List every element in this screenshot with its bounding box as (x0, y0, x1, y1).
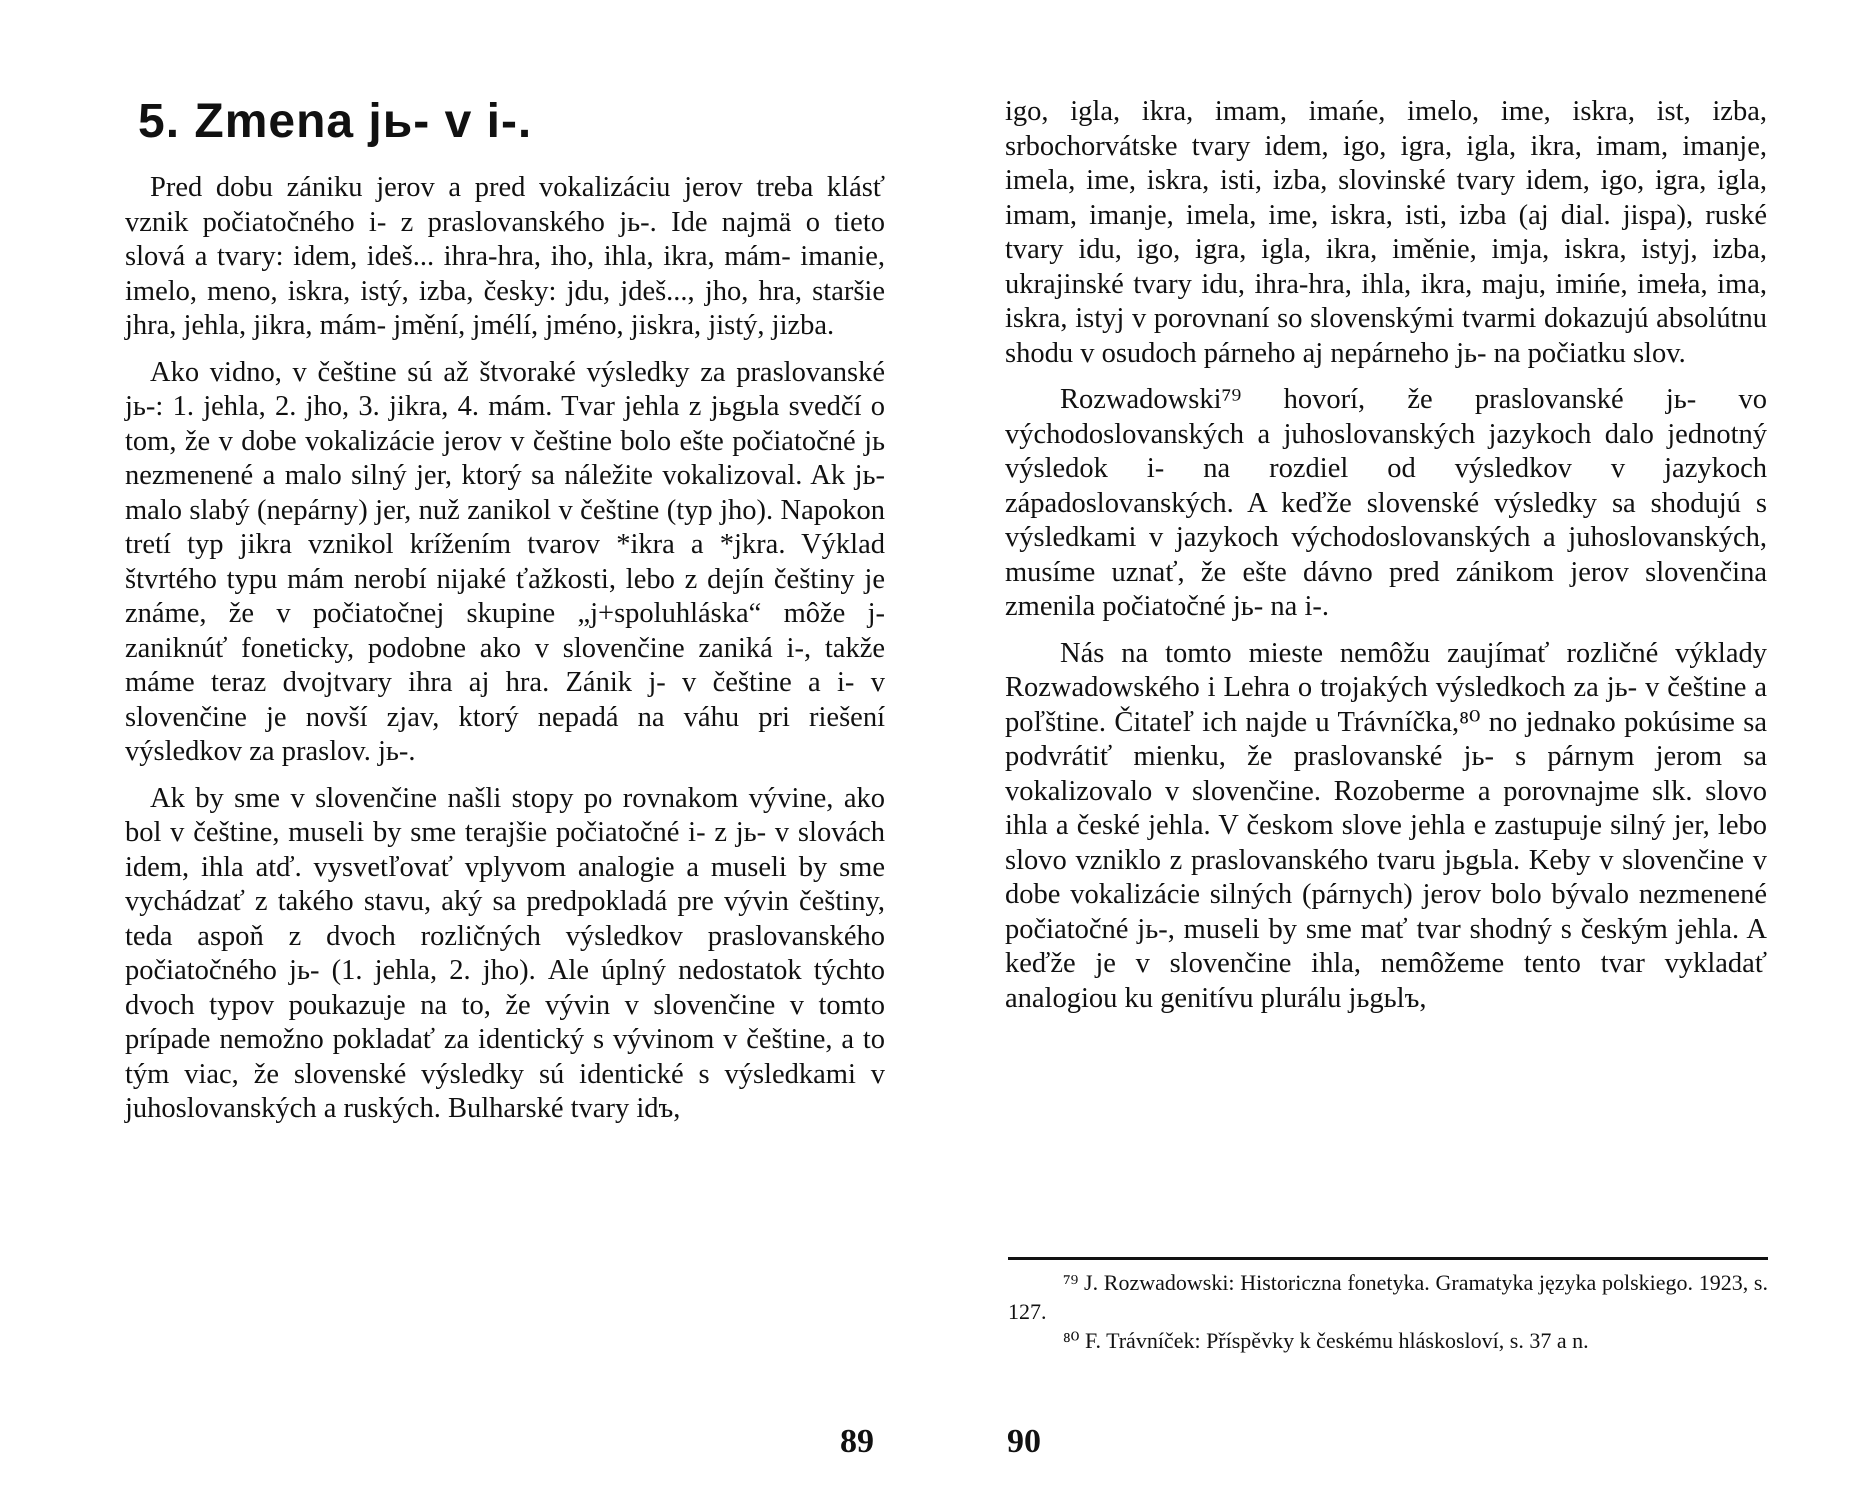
chapter-title: 5. Zmena jь- v i-. (138, 95, 533, 148)
paragraph: Pred dobu zániku jerov a pred vokalizáciu jerov treba klásť vznik počiatočného i- z praslovanského jь-. Ide najmä o tieto slová a tvary: idem, ideš... ihra-hra, iho, ihla, ikra, mám- imanie, imelo, meno, iskra, istý, izba, česky: jdu, jdeš..., jho, hra, staršie jhra, jehla, jikra, mám- jmění, jmélí, jméno, jiskra, jistý, jizba. (125, 172, 885, 341)
footnotes (1008, 1268, 1768, 1355)
footnote: ⁷⁹ J. Rozwadowski: Historiczna fonetyka. Gramatyka języka polskiego. 1923, s. 127. (1008, 1270, 1768, 1324)
paragraph: Nás na tomto mieste nemôžu zaujímať rozličné výklady Rozwadowského i Lehra o trojakých výsledkoch za jь- v češtine a poľštine. Čitateľ ich najde u Trávníčka,⁸⁰ no jednako pokúsime sa podvrátiť mienku, že praslovanské jь- s párnym jerom sa vokalizovalo v slovenčine. Rozoberme a porovnajme slk. slovo ihla a české jehla. V českom slove jehla e zastupuje silný jer, lebo slovo vzniklo z praslovanského tvaru jьgьla. Keby v slovenčine v dobe vokalizácie silných (párnych) jerov bolo bývalo nezmenené počiatočné jь-, museli by sme mať tvar shodný s českým jehla. A keďže je v slovenčine ihla, nemôžeme tento tvar vykladať analogiou ku genitívu plurálu jьgьlъ, (1005, 637, 1767, 1014)
footnote: ⁸⁰ F. Trávníček: Příspěvky k českému hláskosloví, s. 37 a n. (1063, 1328, 1589, 1353)
right-text-column (1005, 95, 1767, 1028)
paragraph: igo, igla, ikra, imam, imańe, imelo, ime, iskra, ist, izba, srbochorvátske tvary idem, igo, igra, igla, ikra, imam, imanje, imela, ime, iskra, isti, izba, slovinské tvary idem, igo, igra, igla, imam, imanje, imela, ime, iskra, isti, izba (aj dial. jispa), ruské tvary idu, igo, igra, igla, ikra, iměnie, imja, iskra, istyj, izba, ukrajinské tvary idu, ihra-hra, ihla, ikra, maju, imińe, imeła, ima, iskra, istyj v porovnaní so slovenskými tvarmi dokazujú absolútnu shodu v osudoch párneho aj nepárneho jь- na počiatku slov. (1005, 96, 1767, 369)
page-number: 90 (1007, 1423, 1041, 1460)
paragraph: Rozwadowski⁷⁹ hovorí, že praslovanské jь- vo východoslovanských a juhoslovanských jazykoch dalo jednotný výsledok i- na rozdiel od výsledkov v jazykoch západoslovanských. A keďže slovenské výsledky sa shodujú s výsledkami v jazykoch východoslovanských a juhoslovanských, musíme uznať, že ešte dávno pred zánikom jerov slovenčina zmenila počiatočné jь- na i-. (1005, 384, 1767, 622)
footnote-divider (1008, 1257, 1768, 1260)
page-number: 89 (840, 1423, 874, 1460)
right-page (935, 0, 1870, 1500)
paragraph: Ak by sme v slovenčine našli stopy po rovnakom vývine, ako bol v češtine, museli by sme terajšie počiatočné i- z jь- v slovách idem, ihla atď. vysvetľovať vplyvom analogie a museli by sme vychádzať z takého stavu, aký sa predpokladá pre vývin češtiny, teda aspoň z dvoch rozličných výsledkov praslovanského počiatočného jь- (1. jehla, 2. jho). Ale úplný nedostatok týchto dvoch typov poukazuje na to, že vývin v slovenčine v tomto prípade nemožno pokladať za identický s vývinom v češtine, a to tým viac, že slovenské výsledky sú identické s výsledkami v juhoslovanských a ruských. Bulharské tvary idъ, (125, 782, 885, 1124)
paragraph: Ako vidno, v češtine sú až štvoraké výsledky za praslovanské jь-: 1. jehla, 2. jho, 3. jikra, 4. mám. Tvar jehla z jьgьla svedčí o tom, že v dobe vokalizácie jerov v češtine bolo ešte počiatočné jь nezmenené a malo silný jer, ktorý sa náležite vokalizoval. Ak jь- malo slabý (nepárny) jer, nuž zanikol v češtine (typ jho). Napokon tretí typ jikra vznikol krížením tvarov *ikra a *jkra. Výklad štvrtého typu mám nerobí nijaké ťažkosti, lebo z dejín češtiny je známe, že v počiatočnej skupine „j+spoluhláska“ môže j- zaniknúť foneticky, podobne ako v slovenčine zaniká i-, takže máme teraz dvojtvary ihra aj hra. Zánik j- v češtine a i- v slovenčine je novší zjav, ktorý nepadá na váhu pri riešení výsledkov za praslov. jь-. (125, 356, 885, 767)
left-text-column (125, 171, 885, 1139)
